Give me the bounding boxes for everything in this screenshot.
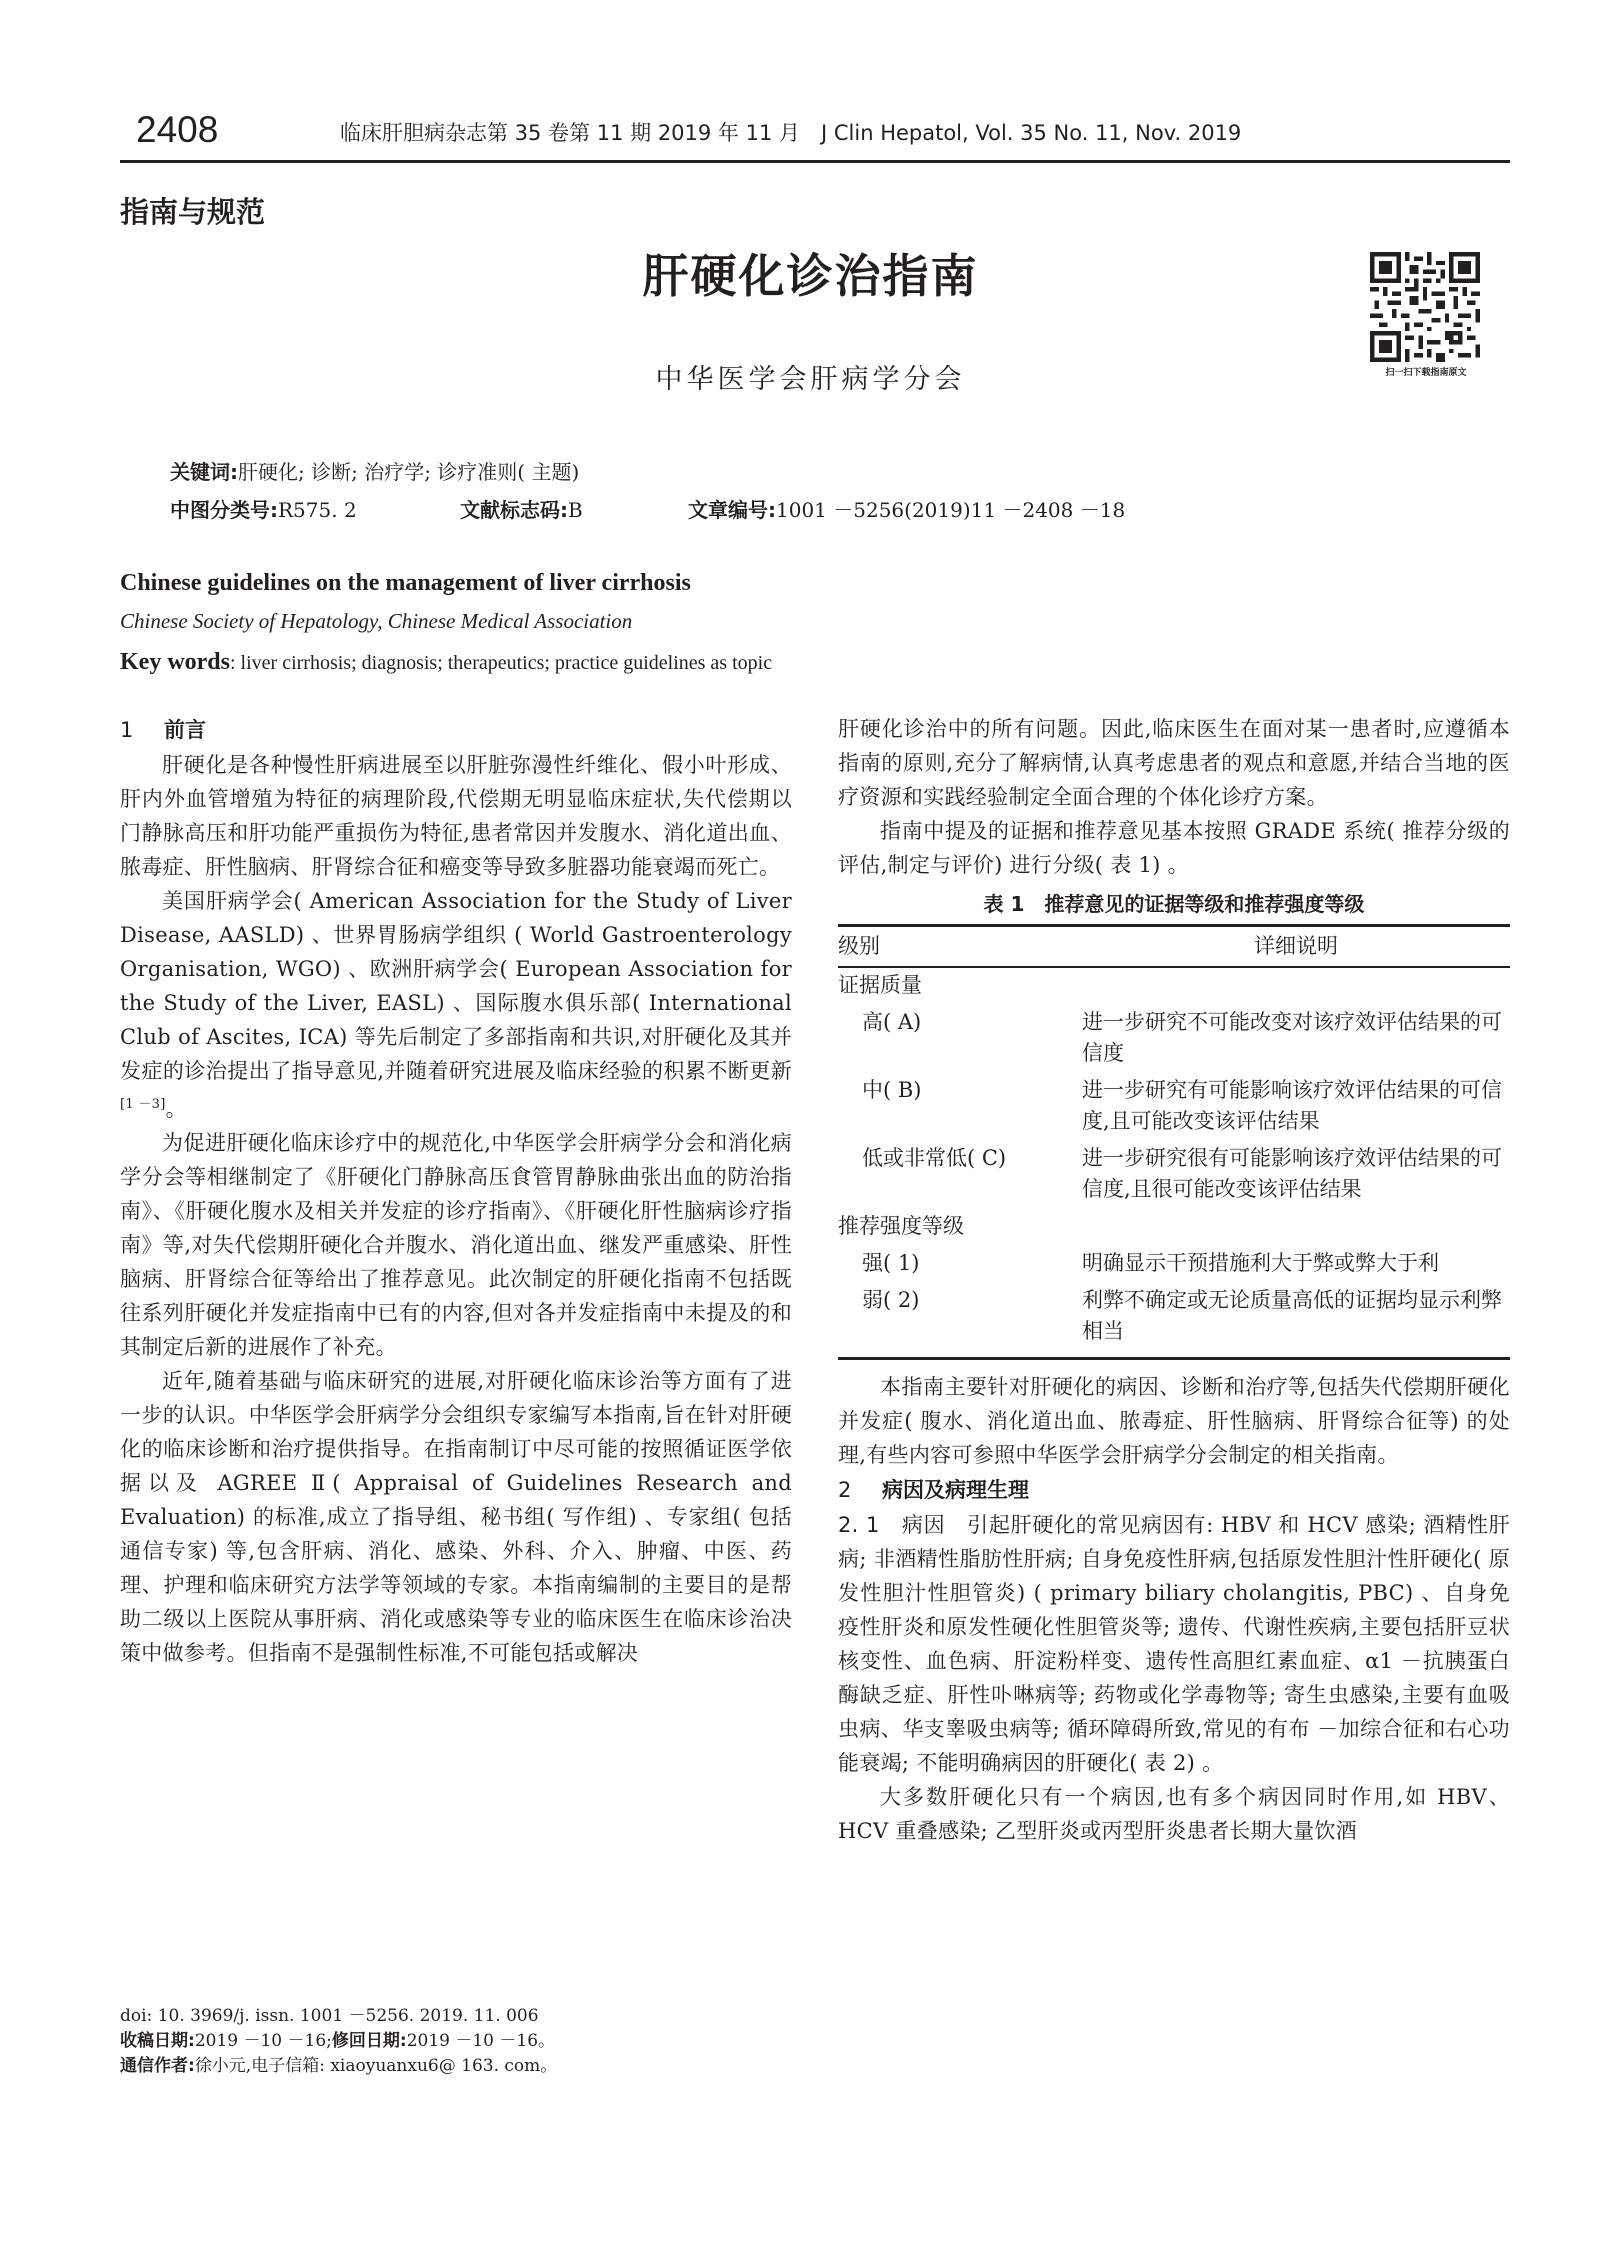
clc-value: R575. 2 xyxy=(278,498,357,522)
revised-label: 修回日期: xyxy=(331,2031,407,2051)
received-date: 2019 －10 －16; xyxy=(194,2031,332,2051)
clc-label: 中图分类号: xyxy=(170,498,278,522)
table-row xyxy=(838,1209,1510,1246)
keywords-line xyxy=(170,457,579,487)
table-header-description: 详细说明 xyxy=(1082,926,1510,968)
article-number-line xyxy=(688,495,1125,525)
doi: doi: 10. 3969/j. issn. 1001 －5256. 2019. 11. 006 xyxy=(120,2006,539,2026)
right-column xyxy=(838,712,1510,1848)
table-header-grade: 级别 xyxy=(838,926,1082,968)
table-cell-description: 进一步研究有可能影响该疗效评估结果的可信度,且可能改变该评估结果 xyxy=(1082,1078,1502,1133)
left-column xyxy=(120,712,792,1670)
section-heading-1 xyxy=(120,712,792,748)
english-keywords xyxy=(120,646,772,679)
english-keywords-value: : liver cirrhosis; diagnosis; therapeutics; practice guidelines as topic xyxy=(230,652,773,674)
article-title: 肝硬化诊治指南 xyxy=(642,249,979,303)
article-number-label: 文章编号: xyxy=(688,498,776,522)
received-label: 收稿日期: xyxy=(120,2031,195,2051)
table-cell-grade: 强( 1) xyxy=(862,1251,920,1275)
table-row xyxy=(838,967,1510,1005)
section-number: 1 xyxy=(120,718,134,742)
table-row xyxy=(838,1283,1510,1359)
paragraph: 为促进肝硬化临床诊疗中的规范化,中华医学会肝病学分会和消化病学分会等相继制定了《肝硬化门静脉高压食管胃静脉曲张出血的防治指南》、《肝硬化腹水及相关并发症的诊疗指南》、《肝硬化肝性脑病诊疗指南》等,对失代偿期肝硬化合并腹水、消化道出血、继发严重感染、肝性脑病、肝肾综合征等给出了推荐意见。此次制定的肝硬化指南不包括既往系列肝硬化并发症指南中已有的内容,但对各并发症指南中未提及的和其制定后新的进展作了补充。 xyxy=(120,1131,792,1359)
paragraph-text: 引起肝硬化的常见病因有: HBV 和 HCV 感染; 酒精性肝病; 非酒精性脂肪性肝病; 自身免疫性肝病,包括原发性胆汁性肝硬化( 原发性胆汁性胆管炎) ( primary biliary cholangitis, PBC) 、自身免疫性肝炎和原发性硬化性胆管炎等; 遗传、代谢性疾病,主要包括肝豆状核变性、血色病、肝淀粉样变、遗传性高胆红素血症、α1 －抗胰蛋白酶缺乏症、肝性卟啉病等; 药物或化学毒物等; 寄生虫感染,主要有血吸虫病、华支睾吸虫病等; 循环障碍所致,常见的有布 －加综合征和右心功能衰竭; 不能明确病因的肝硬化( 表 2) 。 xyxy=(838,1513,1510,1775)
doc-code-value: B xyxy=(568,498,583,522)
correspondence-value: 徐小元,电子信箱: xiaoyuanxu6@ 163. com。 xyxy=(194,2056,558,2076)
section-title: 前言 xyxy=(164,718,206,742)
correspondence-line xyxy=(120,2054,792,2079)
table-cell-grade: 高( A) xyxy=(862,1010,922,1034)
paragraph: 近年,随着基础与临床研究的进展,对肝硬化临床诊治等方面有了进一步的认识。中华医学会肝病学分会组织专家编写本指南,旨在针对肝硬化的临床诊断和治疗提供指导。在指南制订中尽可能的按照循证医学依据以及 AGREE Ⅱ( Appraisal of Guidelines Research and Evaluation) 的标准,成立了指导组、秘书组( 写作组) 、专家组( 包括通信专家) 等,包含肝病、消化、感染、外科、介入、肿瘤、中医、药理、护理和临床研究方法学等领域的专家。本指南编制的主要目的是帮助二级以上医院从事肝病、消化或感染等专业的临床医生在临床诊治决策中做参考。但指南不是强制性标准,不可能包括或解决 xyxy=(120,1369,792,1665)
qr-code-icon xyxy=(1370,252,1480,362)
running-header xyxy=(120,108,1510,162)
doc-code-label: 文献标志码: xyxy=(460,498,568,522)
section-label: 指南与规范 xyxy=(120,195,266,229)
keywords-label: 关键词: xyxy=(170,460,238,484)
paragraph: 肝硬化诊治中的所有问题。因此,临床医生在面对某一患者时,应遵循本指南的原则,充分了解病情,认真考虑患者的观点和意愿,并结合当地的医疗资源和实践经验制定全面合理的个体化诊疗方案。 xyxy=(838,717,1510,809)
paragraph: 本指南主要针对肝硬化的病因、诊断和治疗等,包括失代偿期肝硬化并发症( 腹水、消化道出血、脓毒症、肝性脑病、肝肾综合征等) 的处理,有些内容可参照中华医学会肝病学分会制定的相关指南。 xyxy=(838,1375,1510,1467)
subsection-title: 病因 xyxy=(901,1513,946,1537)
received-line xyxy=(120,2029,792,2054)
table-cell-description: 明确显示干预措施利大于弊或弊大于利 xyxy=(1082,1251,1439,1275)
keywords-value: 肝硬化; 诊断; 治疗学; 诊疗准则( 主题) xyxy=(238,460,580,484)
doc-code-line xyxy=(460,495,583,525)
paragraph: 指南中提及的证据和推荐意见基本按照 GRADE 系统( 推荐分级的评估,制定与评价) 进行分级( 表 1) 。 xyxy=(838,819,1510,877)
table-group-label: 推荐强度等级 xyxy=(838,1214,964,1238)
paragraph xyxy=(120,884,792,1126)
correspondence-label: 通信作者: xyxy=(120,2056,195,2076)
paragraph: 大多数肝硬化只有一个病因,也有多个病因同时作用,如 HBV、HCV 重叠感染; 乙型肝炎或丙型肝炎患者长期大量饮酒 xyxy=(838,1785,1510,1843)
english-title: Chinese guidelines on the management of liver cirrhosis xyxy=(120,570,691,596)
footnote xyxy=(120,2004,792,2079)
section-heading-2 xyxy=(838,1472,1510,1508)
table-row xyxy=(838,1073,1510,1141)
table-row xyxy=(838,1141,1510,1209)
table-row xyxy=(838,1246,1510,1283)
article-author: 中华医学会肝病学分会 xyxy=(655,364,966,395)
journal-citation: 临床肝胆病杂志第 35 卷第 11 期 2019 年 11 月 J Clin Hepatol, Vol. 35 No. 11, Nov. 2019 xyxy=(340,121,1242,145)
table-cell-description: 进一步研究不可能改变对该疗效评估结果的可信度 xyxy=(1082,1010,1502,1065)
section-title: 病因及病理生理 xyxy=(882,1478,1029,1502)
paragraph xyxy=(838,1508,1510,1780)
citation: [1 －3] xyxy=(120,1097,166,1112)
revised-date: 2019 －10 －16。 xyxy=(406,2031,556,2051)
evidence-table xyxy=(838,924,1510,1360)
paragraph-end: 。 xyxy=(165,1097,187,1121)
table-caption: 表 1 推荐意见的证据等级和推荐强度等级 xyxy=(983,892,1365,916)
table-cell-grade: 弱( 2) xyxy=(838,1283,1082,1359)
section-number: 2 xyxy=(838,1478,852,1502)
table-cell-grade: 中( B) xyxy=(862,1078,922,1102)
table-group-label: 证据质量 xyxy=(838,973,922,997)
table-row xyxy=(838,1005,1510,1073)
table-cell-description: 利弊不确定或无论质量高低的证据均显示利弊相当 xyxy=(1082,1283,1510,1359)
english-author: Chinese Society of Hepatology, Chinese Medical Association xyxy=(120,609,633,633)
table-header-row xyxy=(838,926,1510,968)
page-number: 2408 xyxy=(136,109,219,150)
header-rule xyxy=(120,160,1510,163)
table-cell-description: 进一步研究很有可能影响该疗效评估结果的可信度,且很可能改变该评估结果 xyxy=(1082,1146,1502,1201)
english-keywords-label: Key words xyxy=(120,649,230,675)
qr-caption: 扫一扫下载指南原文 xyxy=(1385,368,1467,378)
article-number-value: 1001 －5256(2019)11 －2408 －18 xyxy=(776,498,1126,522)
subsection-number: 2. 1 xyxy=(838,1513,880,1537)
paragraph-text: 美国肝病学会( American Association for the Study of Liver Disease, AASLD) 、世界胃肠病学组织 ( World Gastroenterology Organisation, WGO) 、欧洲肝病学会( European Association for the Study of the Liver, EASL) 、国际腹水俱乐部( International Club of Ascites, ICA) 等先后制定了多部指南和共识,对肝硬化及其并发症的诊治提出了指导意见,并随着研究进展及临床经验的积累不断更新 xyxy=(120,889,792,1083)
table-cell-grade: 低或非常低( C) xyxy=(862,1146,1007,1170)
clc-line xyxy=(170,495,357,525)
paragraph: 肝硬化是各种慢性肝病进展至以肝脏弥漫性纤维化、假小叶形成、肝内外血管增殖为特征的病理阶段,代偿期无明显临床症状,失代偿期以门静脉高压和肝功能严重损伤为特征,患者常因并发腹水、消化道出血、脓毒症、肝性脑病、肝肾综合征和癌变等导致多脏器功能衰竭而死亡。 xyxy=(120,753,792,879)
